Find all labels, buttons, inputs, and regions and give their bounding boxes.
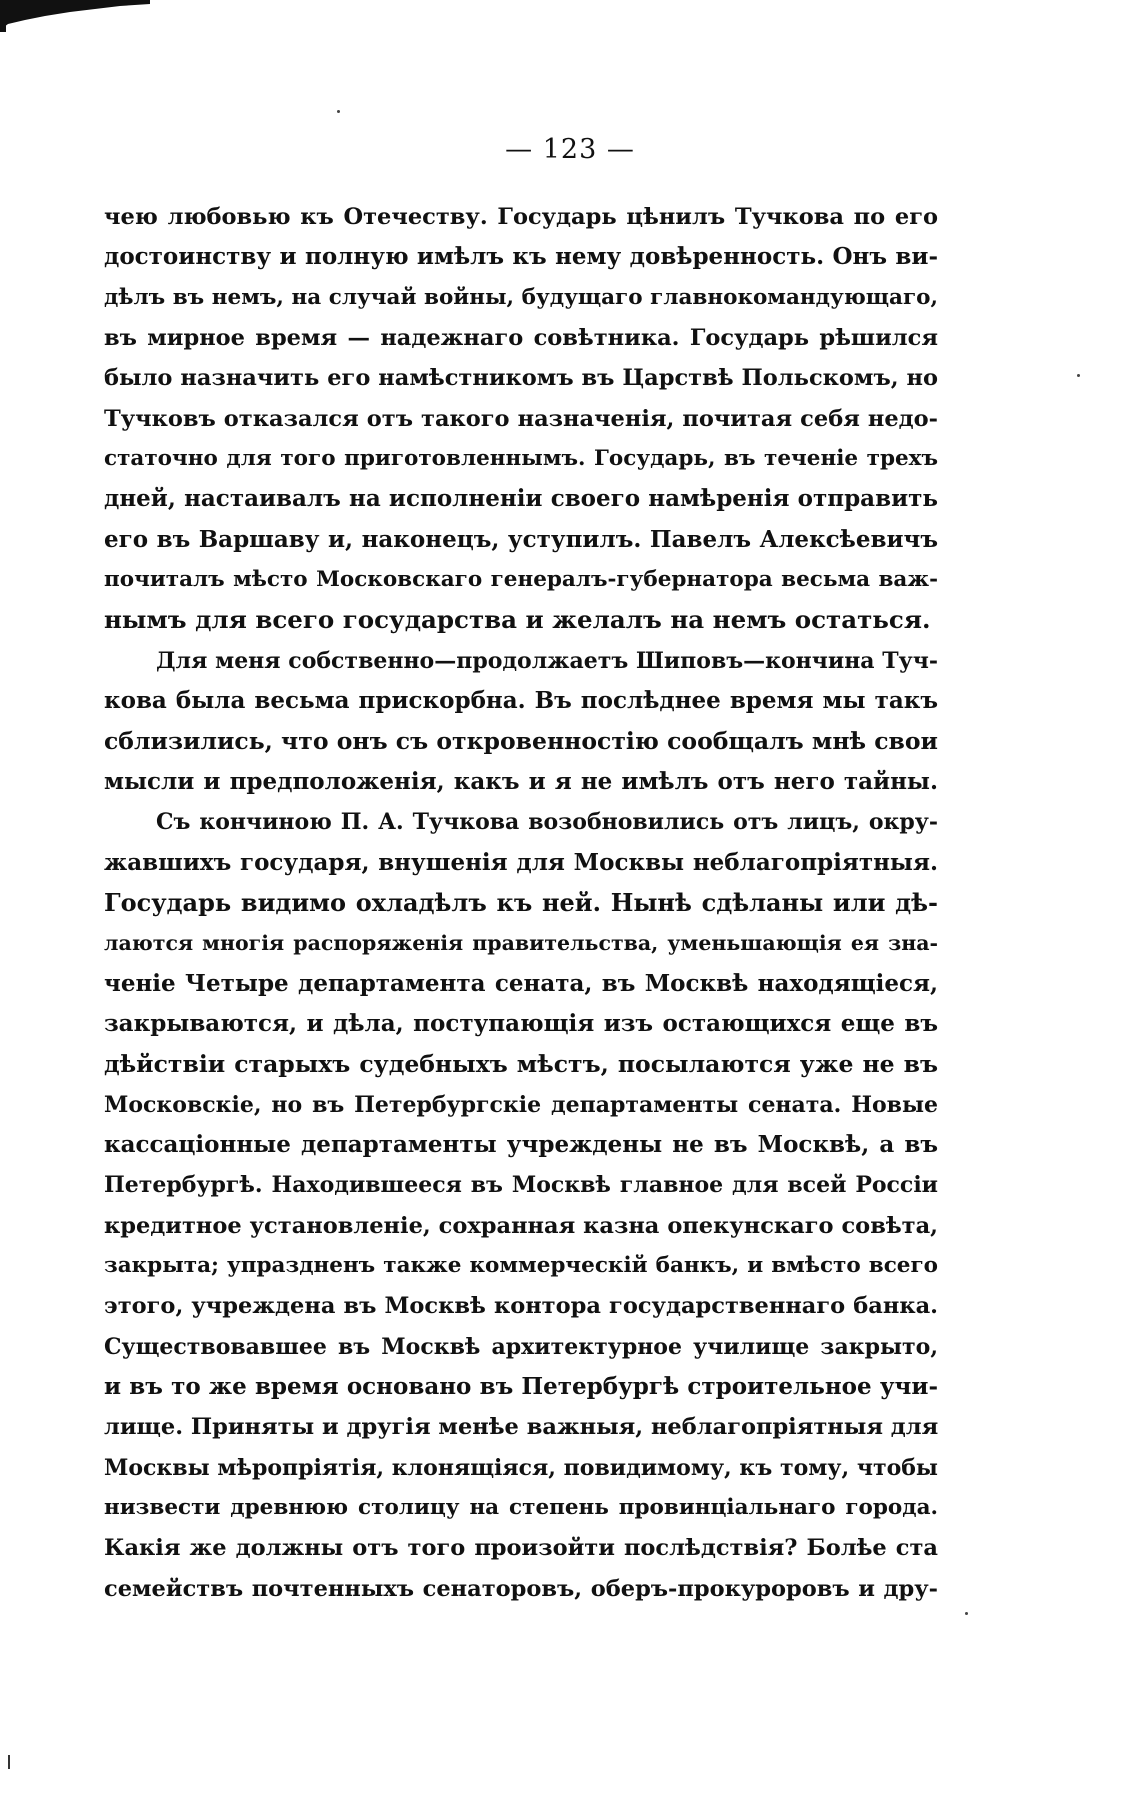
text-line: дней, настаивалъ на исполненіи своего намѣренія отправить — [104, 485, 938, 513]
text-line: мысли и предположенія, какъ и я не имѣлъ отъ него тайны. — [104, 767, 938, 795]
text-line: ченіе Четыре департамента сената, въ Москвѣ находящіеся, — [104, 969, 938, 997]
text-line: Съ кончиною П. А. Тучкова возобновились отъ лицъ, окру- — [156, 809, 938, 836]
text-line: и въ то же время основано въ Петербургѣ строительное учи- — [104, 1372, 938, 1400]
text-line: кредитное установленіе, сохранная казна опекунскаго совѣта, — [104, 1212, 938, 1239]
scan-edge-artifact — [0, 0, 150, 32]
text-line: нымъ для всего государства и желалъ на немъ остаться. — [104, 605, 931, 635]
text-line: Государь видимо охладѣлъ къ ней. Нынѣ сдѣланы или дѣ- — [104, 887, 938, 917]
scan-speck — [1077, 374, 1080, 377]
text-line: Для меня собственно—продолжаетъ Шиповъ—кончина Туч- — [156, 647, 938, 674]
text-line: низвести древнюю столицу на степень провинціальнаго города. — [104, 1495, 938, 1520]
scan-edge-mark — [8, 1755, 10, 1769]
scan-speck — [965, 1612, 968, 1615]
text-line: сблизились, что онъ съ откровенностію сообщалъ мнѣ свои — [104, 727, 938, 756]
text-line: его въ Варшаву и, наконецъ, уступилъ. Павелъ Алексѣевичъ — [104, 525, 938, 553]
text-line: въ мирное время — надежнаго совѣтника. Государь рѣшился — [104, 325, 938, 352]
text-line: статочно для того приготовленнымъ. Государь, въ теченіе трехъ — [104, 446, 938, 472]
text-line: почиталъ мѣсто Московскаго генералъ-губернатора весьма важ- — [104, 567, 938, 593]
text-line: достоинству и полную имѣлъ къ нему довѣренность. Онъ ви- — [104, 243, 938, 271]
text-line: дѣлъ въ немъ, на случай войны, будущаго главнокомандующаго, — [104, 284, 938, 310]
text-line: жавшихъ государя, внушенія для Москвы неблагопріятныя. — [104, 848, 938, 876]
text-line: было назначить его намѣстникомъ въ Царствѣ Польскомъ, но — [104, 365, 938, 392]
text-line: семействъ почтенныхъ сенаторовъ, оберъ-прокуроровъ и дру- — [104, 1575, 938, 1602]
text-line: Тучковъ отказался отъ такого назначенія, почитая себя недо- — [104, 405, 938, 432]
text-line: Какія же должны отъ того произойти послѣдствія? Болѣе ста — [104, 1535, 938, 1562]
text-line: Существовавшее въ Москвѣ архитектурное училище закрыто, — [104, 1333, 938, 1360]
text-line: Петербургѣ. Находившееся въ Москвѣ главное для всей Россіи — [104, 1172, 938, 1199]
text-line: кова была весьма прискорбна. Въ послѣднее время мы такъ — [104, 687, 938, 715]
text-line: дѣйствіи старыхъ судебныхъ мѣстъ, посылаются уже не въ — [104, 1050, 938, 1079]
text-line: Москвы мѣропріятія, клонящіяся, повидимому, къ тому, чтобы — [104, 1454, 938, 1481]
text-line: лаются многія распоряженія правительства, уменьшающія ея зна- — [104, 931, 938, 956]
body-text — [104, 197, 938, 1609]
text-line: закрыта; упраздненъ также коммерческій банкъ, и вмѣсто всего — [104, 1252, 938, 1278]
text-line: Московскіе, но въ Петербургскіе департаменты сената. Новые — [104, 1091, 938, 1118]
page-number: — 123 — — [505, 134, 635, 165]
text-line: лище. Приняты и другія менѣе важныя, неблагопріятныя для — [104, 1414, 938, 1441]
text-line: кассаціонные департаменты учреждены не въ Москвѣ, а въ — [104, 1130, 938, 1158]
text-line: чею любовью къ Отечеству. Государь цѣнилъ Тучкова по его — [104, 204, 938, 230]
text-line: закрываются, и дѣла, поступающія изъ остающихся еще въ — [104, 1009, 938, 1037]
text-line: этого, учреждена въ Москвѣ контора государственнаго банка. — [104, 1293, 938, 1320]
scan-speck — [337, 110, 340, 113]
